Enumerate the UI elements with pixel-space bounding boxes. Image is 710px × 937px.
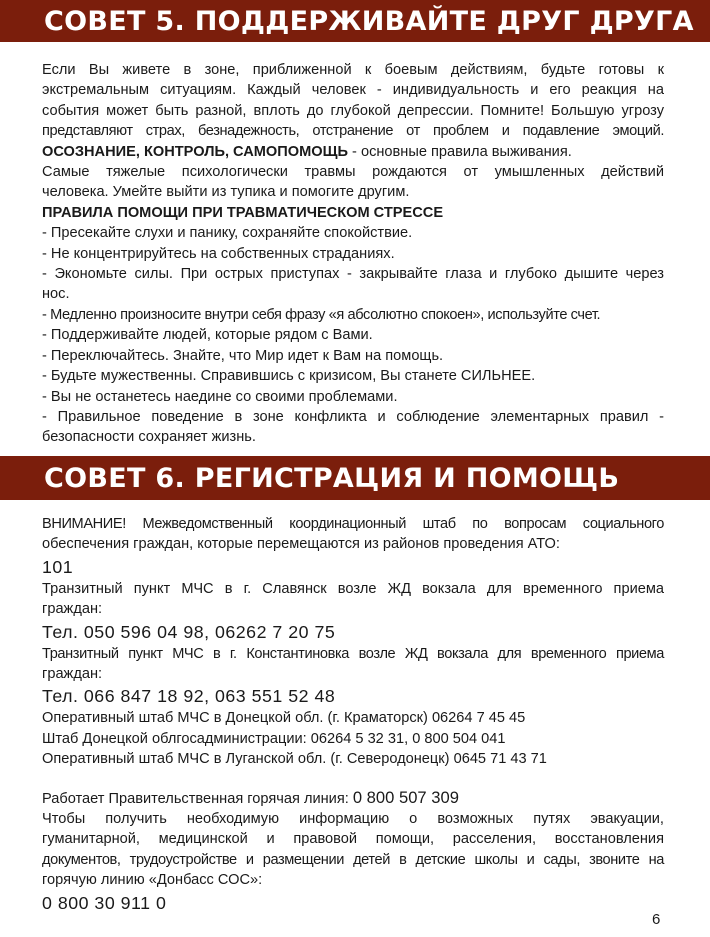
spacer — [42, 770, 664, 788]
evac-line: горячую линию «Донбасс СОС»: — [42, 872, 263, 889]
intro-line: Если Вы живете в зоне, приближенной к боевым действиям, будьте готовы к — [42, 62, 664, 78]
intro-line: события может быть разной, вплоть до глубокой депрессии. Помните! Большую угрозу — [42, 102, 664, 119]
evac-line: гуманитарной, медицинской и правовой помощи, расселения, восстановления — [42, 831, 664, 848]
section-6-title-banner — [0, 456, 710, 500]
trauma-line: Самые тяжелые психологически травмы рождаются от умышленных действий — [42, 164, 664, 181]
rule-item: - Правильное поведение в зоне конфликта и соблюдение элементарных правил - — [42, 408, 664, 425]
survival-rules-rest: - основные правила выживания. — [347, 143, 572, 160]
section-5-body — [42, 60, 664, 448]
section-5-title: СОВЕТ 5. ПОДДЕРЖИВАЙТЕ ДРУГ ДРУГА — [44, 5, 694, 37]
slavyansk-phone: Тел. 050 596 04 98, 06262 7 20 75 — [42, 621, 336, 642]
page-number: 6 — [652, 911, 661, 928]
survival-rules-bold: ОСОЗНАНИЕ, КОНТРОЛЬ, САМОПОМОЩЬ — [42, 143, 348, 160]
donbass-phone: 0 800 30 911 0 — [42, 892, 167, 913]
hotline-label: Работает Правительственная горячая линия: — [42, 790, 353, 807]
section-5-title-banner — [0, 0, 710, 42]
attention-phone: 101 — [42, 556, 74, 577]
attention-line: обеспечения граждан, которые перемещаются из районов проведения АТО: — [42, 536, 560, 553]
kostiantynivka-line: Транзитный пункт МЧС в г. Константиновка возле ЖД вокзала для временного приема — [42, 645, 664, 662]
kostiantynivka-phone: Тел. 066 847 18 92, 063 551 52 48 — [42, 686, 336, 707]
section-6-title: СОВЕТ 6. РЕГИСТРАЦИЯ И ПОМОЩЬ — [44, 462, 620, 494]
evac-line: Чтобы получить необходимую информацию о возможных путях эвакуации, — [42, 811, 664, 828]
hotline-line — [42, 788, 664, 809]
hq-line: Оперативный штаб МЧС в Донецкой обл. (г. Краматорск) 06264 7 45 45 — [42, 710, 526, 727]
rule-item: нос. — [42, 286, 70, 303]
slavyansk-line: граждан: — [42, 601, 103, 618]
rule-item: - Поддерживайте людей, которые рядом с Вами. — [42, 327, 373, 344]
rule-item: - Медленно произносите внутри себя фразу «я абсолютно спокоен», используйте счет. — [42, 306, 601, 323]
intro-line: экстремальным ситуациям. Каждый человек - индивидуальность и его реакция на — [42, 82, 664, 99]
kostiantynivka-line: граждан: — [42, 666, 103, 683]
attention-line: ВНИМАНИЕ! Межведомственный координационный штаб по вопросам социального — [42, 516, 664, 532]
rule-item: - Не концентрируйтесь на собственных страданиях. — [42, 245, 395, 262]
hq-line: Штаб Донецкой облгосадминистрации: 06264 5 32 31, 0 800 504 041 — [42, 730, 506, 747]
survival-rules-line — [42, 142, 664, 162]
rules-heading: ПРАВИЛА ПОМОЩИ ПРИ ТРАВМАТИЧЕСКОМ СТРЕССЕ — [42, 204, 444, 221]
hq-line: Оперативный штаб МЧС в Луганской обл. (г. Северодонецк) 0645 71 43 71 — [42, 751, 547, 768]
rule-item: - Переключайтесь. Знайте, что Мир идет к Вам на помощь. — [42, 347, 444, 364]
trauma-line: человека. Умейте выйти из тупика и помогите другим. — [42, 184, 410, 201]
intro-line: представляют страх, безнадежность, отстранение от проблем и подавление эмоций. — [42, 123, 664, 140]
section-6-body — [42, 514, 664, 915]
hotline-phone: 0 800 507 309 — [352, 787, 459, 807]
slavyansk-line: Транзитный пункт МЧС в г. Славянск возле ЖД вокзала для временного приема — [42, 580, 664, 597]
rule-item: безопасности сохраняет жизнь. — [42, 429, 256, 446]
rule-item: - Вы не останетесь наедине со своими проблемами. — [42, 388, 398, 405]
rule-item: - Пресекайте слухи и панику, сохраняйте спокойствие. — [42, 225, 413, 242]
rule-item: - Будьте мужественны. Справившись с кризисом, Вы станете СИЛЬНЕЕ. — [42, 368, 536, 385]
rule-item: - Экономьте силы. При острых приступах - закрывайте глаза и глубоко дышите через — [42, 266, 664, 283]
evac-line: документов, трудоустройстве и размещении детей в детские школы и сады, звоните на — [42, 851, 664, 868]
